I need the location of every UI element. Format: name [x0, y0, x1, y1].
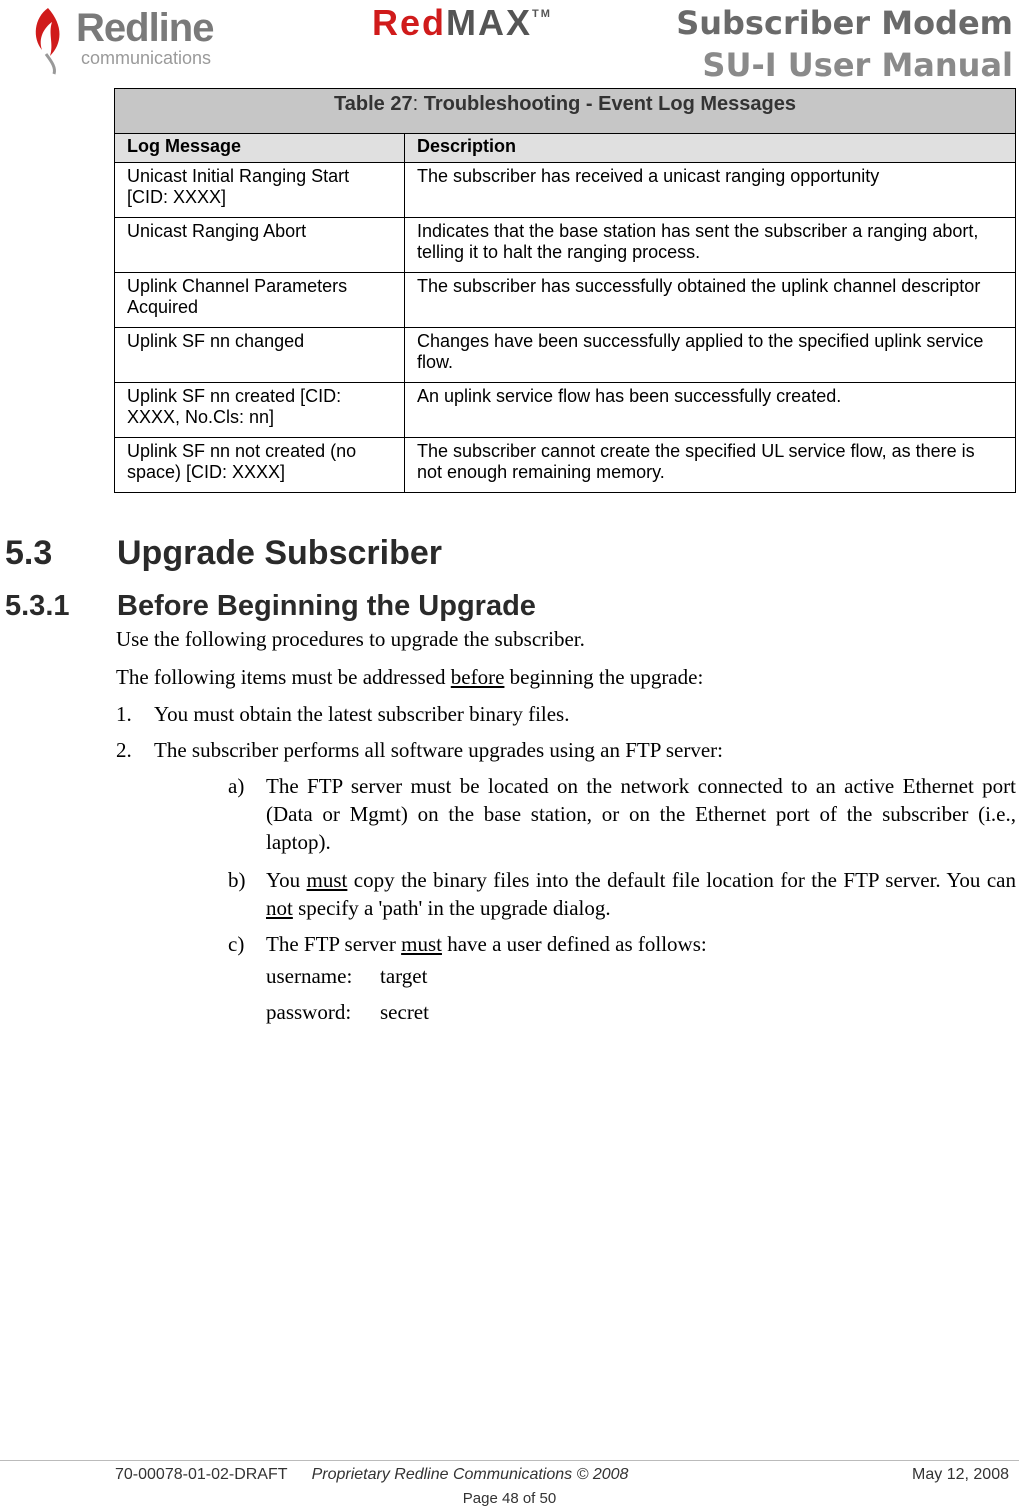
- footer-divider: [0, 1460, 1019, 1461]
- redline-flame-icon: [26, 4, 76, 76]
- list-item: 2. The subscriber performs all software upgrades using an FTP server:: [116, 738, 723, 762]
- column-header-description: Description: [405, 134, 1016, 163]
- logo-wordmark: Redline: [76, 6, 214, 50]
- log-message-cell: Uplink SF nn changed: [115, 328, 405, 383]
- table-caption: Table 27: Troubleshooting - Event Log Messages: [115, 89, 1016, 134]
- log-message-cell: Uplink SF nn not created (no space) [CID: XXXX]: [115, 438, 405, 493]
- redline-logo: [26, 4, 246, 76]
- log-message-cell: Unicast Ranging Abort: [115, 218, 405, 273]
- intro-paragraph: Use the following procedures to upgrade the subscriber.: [116, 627, 585, 651]
- section-heading: 5.3 Upgrade Subscriber: [5, 534, 442, 572]
- redmax-brand: RedMAX™: [372, 2, 552, 43]
- document-subtitle: SU-I User Manual: [702, 46, 1013, 84]
- prerequisites-paragraph: The following items must be addressed before beginning the upgrade:: [116, 665, 704, 689]
- table-row: [115, 163, 1016, 218]
- table-row: [115, 438, 1016, 493]
- page-header: [0, 0, 1019, 86]
- event-log-table: [114, 88, 1016, 493]
- description-cell: An uplink service flow has been successfully created.: [405, 383, 1016, 438]
- footer-copyright: Proprietary Redline Communications © 2008: [311, 1466, 629, 1483]
- description-cell: The subscriber cannot create the specified UL service flow, as there is not enough remaining memory.: [405, 438, 1016, 493]
- document-title: Subscriber Modem: [676, 4, 1013, 42]
- log-message-cell: Unicast Initial Ranging Start [CID: XXXX]: [115, 163, 405, 218]
- table-row: [115, 218, 1016, 273]
- sub-list-item: c) The FTP server must have a user defined as follows:: [228, 932, 707, 956]
- sub-list-item: a) The FTP server must be located on the network connected to an active Ethernet port (Data or Mgmt) on the base station, or on the Ethernet port of the subscriber (i.e., laptop).: [228, 774, 1016, 854]
- description-cell: The subscriber has received a unicast ranging opportunity: [405, 163, 1016, 218]
- subsection-heading: 5.3.1 Before Beginning the Upgrade: [5, 590, 536, 622]
- footer-date: May 12, 2008: [912, 1466, 1009, 1483]
- description-cell: Indicates that the base station has sent the subscriber a ranging abort, telling it to halt the ranging process.: [405, 218, 1016, 273]
- table-row: [115, 328, 1016, 383]
- description-cell: The subscriber has successfully obtained the uplink channel descriptor: [405, 273, 1016, 328]
- column-header-log-message: Log Message: [115, 134, 405, 163]
- table-row: [115, 273, 1016, 328]
- footer-page-number: Page 48 of 50: [462, 1490, 557, 1507]
- logo-subtext: communications: [81, 48, 212, 68]
- list-item: 1. You must obtain the latest subscriber binary files.: [116, 702, 570, 726]
- footer-doc-id: 70-00078-01-02-DRAFT: [115, 1466, 288, 1483]
- sub-list-item: b) You must copy the binary files into the default file location for the FTP server. You can not specify a 'path' in the upgrade dialog.: [228, 868, 1016, 920]
- password-line: password: secret: [266, 1000, 429, 1024]
- log-message-cell: Uplink SF nn created [CID: XXXX, No.Cls: nn]: [115, 383, 405, 438]
- username-line: username: target: [266, 964, 428, 988]
- description-cell: Changes have been successfully applied to the specified uplink service flow.: [405, 328, 1016, 383]
- log-message-cell: Uplink Channel Parameters Acquired: [115, 273, 405, 328]
- table-row: [115, 383, 1016, 438]
